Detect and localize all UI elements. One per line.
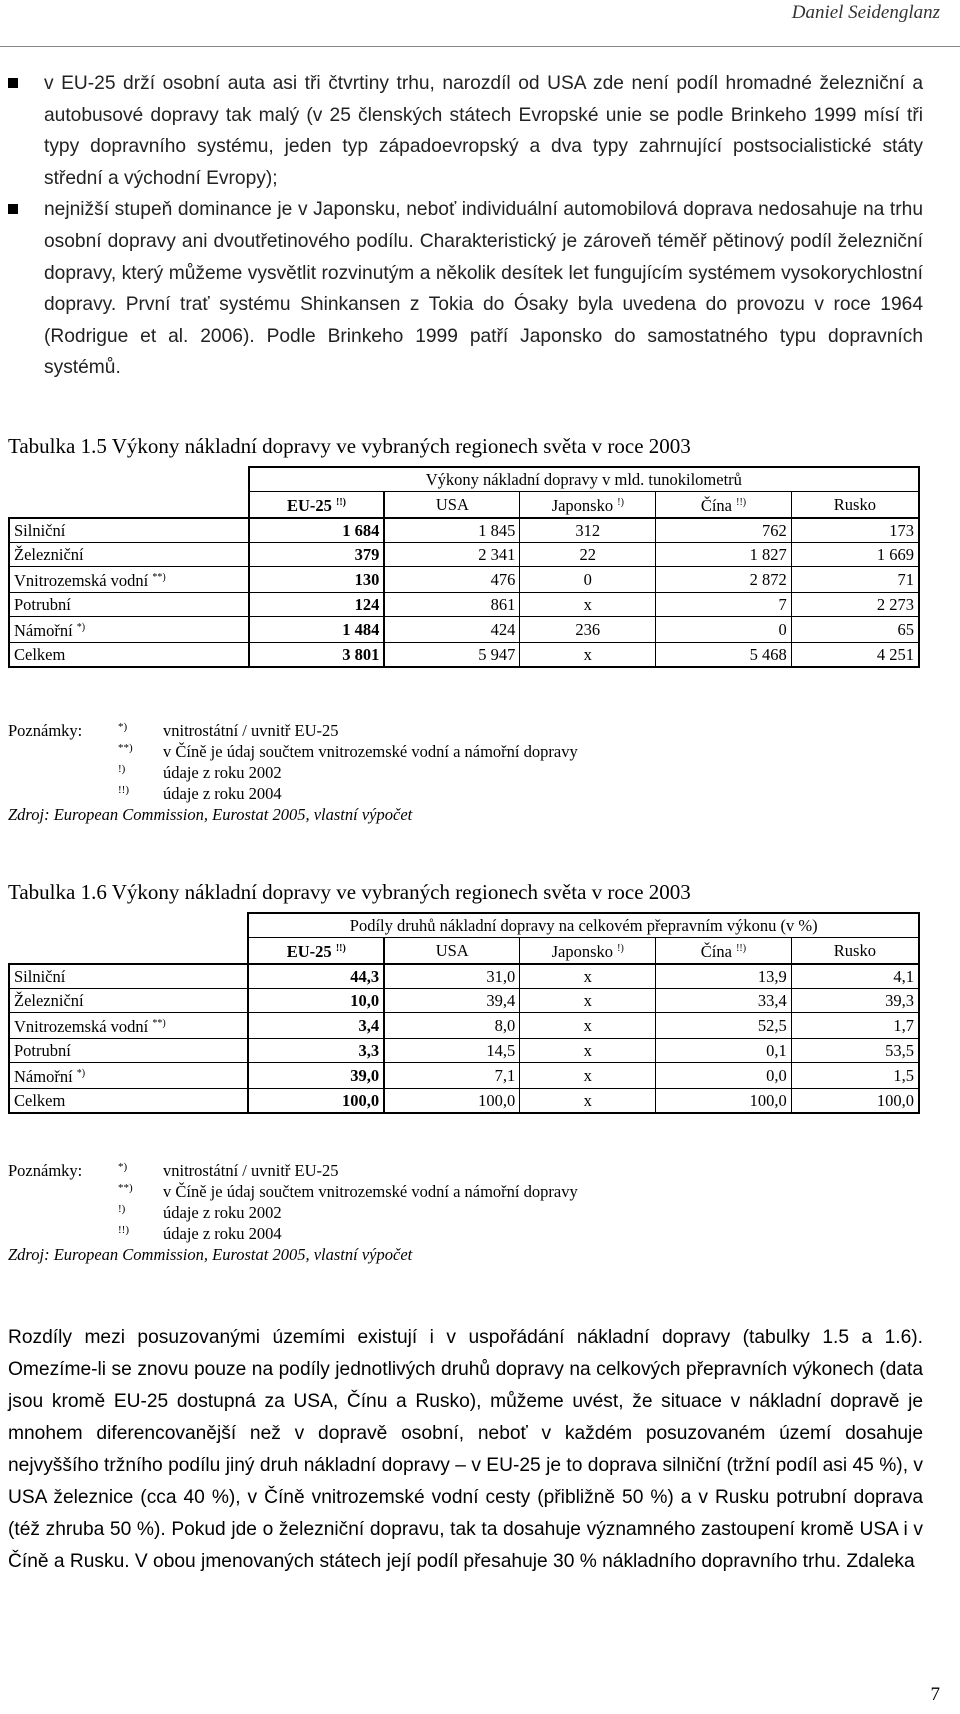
- footnote-mark-text: !!): [118, 1224, 129, 1236]
- footnote-mark: **): [152, 572, 166, 583]
- table-row: [9, 964, 919, 989]
- table-cell: x: [520, 1039, 656, 1063]
- footnote-mark: [118, 1160, 163, 1181]
- footnote-mark: *): [76, 1068, 86, 1079]
- table-row: [9, 1039, 919, 1063]
- note-text: údaje z roku 2002: [163, 763, 282, 782]
- body-paragraph: Rozdíly mezi posuzovanými územími existují i v uspořádání nákladní dopravy (tabulky 1.5 a 1.6). Omezíme-li se znovu pouze na podíly jednotlivých druhů dopravy na celkových přepravních výkonech (data jsou kromě EU-25 dostupná za USA, Čínu a Rusko), můžeme uvést, že situace v nákladní dopravě je mnohem diferencovanější než v dopravě osobní, neboť v každém posuzovaném území dosahuje nejvyššího tržního podílu jiný druh nákladní dopravy – v EU-25 je to doprava silniční (tržní podíl asi 45 %), v USA železnice (cca 40 %), v Číně vnitrozemské vodní cesty (přibližně 50 %) a v Rusku potrubní doprava (též zhruba 50 %). Pokud jde o železniční dopravu, tak ta dosahuje významného zastoupení kromě USA i v Číně a Rusku. V obou jmenovaných státech její podíl přesahuje 30 % nákladního dopravního trhu. Zdaleka: [8, 1327, 923, 1572]
- footnote-mark: [118, 741, 163, 762]
- footnote-mark: !!): [335, 943, 346, 954]
- table-cell: 3,3: [248, 1039, 384, 1063]
- column-header-label: Japonsko: [551, 942, 613, 961]
- table-cell: 0,0: [656, 1063, 792, 1089]
- row-label-text: Železniční: [14, 544, 84, 564]
- table-row: [9, 1089, 919, 1114]
- row-label-text: Potrubní: [14, 594, 71, 614]
- row-label-text: Potrubní: [14, 1040, 71, 1060]
- note-item: [8, 741, 578, 762]
- table-cell: 236: [520, 617, 656, 643]
- table-cell: 71: [791, 567, 919, 593]
- notes-label: [8, 741, 118, 762]
- source-line: Zdroj: European Commission, Eurostat 2005, vlastní výpočet: [8, 805, 413, 824]
- table-cell: 424: [384, 617, 520, 643]
- notes-label: Poznámky:: [8, 1161, 83, 1180]
- table-cell: 7,1: [384, 1063, 520, 1089]
- table-header-row: [9, 938, 919, 965]
- table-cell: 130: [249, 567, 385, 593]
- row-label: [9, 964, 248, 989]
- note-text: vnitrostátní / uvnitř EU-25: [163, 721, 339, 740]
- table-cell: 312: [520, 518, 656, 543]
- note-text: údaje z roku 2004: [163, 1224, 282, 1243]
- table-row: [9, 643, 919, 668]
- data-table: [8, 912, 920, 1114]
- row-label: [9, 1063, 248, 1089]
- table-cell: 3,4: [248, 1013, 384, 1039]
- note-text: údaje z roku 2004: [163, 784, 282, 803]
- column-header: [249, 492, 385, 519]
- footnote-mark: *): [76, 622, 86, 633]
- table-notes: [8, 1160, 578, 1265]
- table-cell: x: [520, 643, 656, 668]
- notes-label: [8, 1181, 118, 1202]
- table-cell: 39,4: [384, 989, 520, 1013]
- note-text: údaje z roku 2002: [163, 1203, 282, 1222]
- row-label-text: Vnitrozemská vodní: [14, 1017, 149, 1036]
- row-label-text: Celkem: [14, 644, 66, 664]
- footnote-mark-text: *): [118, 721, 128, 733]
- column-header: [791, 938, 919, 965]
- table-cell: x: [520, 1063, 656, 1089]
- column-header-label: USA: [435, 940, 469, 960]
- footnote-mark: [118, 762, 163, 783]
- row-label-text: Vnitrozemská vodní: [14, 571, 149, 590]
- notes-label: Poznámky:: [8, 721, 83, 740]
- row-label-text: Železniční: [14, 990, 84, 1010]
- note-item: [8, 1202, 578, 1223]
- note-item: [8, 1160, 578, 1181]
- table-cell: 13,9: [656, 964, 792, 989]
- table-cell: 5 947: [384, 643, 520, 668]
- footnote-mark: !): [617, 497, 624, 508]
- table-cell: 2 341: [384, 543, 520, 567]
- table-cell: x: [520, 964, 656, 989]
- note-item: [8, 1223, 578, 1244]
- data-table: [8, 466, 920, 668]
- table-cell: 5 468: [656, 643, 792, 668]
- footnote-mark-text: !): [118, 1203, 126, 1215]
- table-cell: 1,5: [791, 1063, 919, 1089]
- table-cell: 53,5: [791, 1039, 919, 1063]
- footnote-mark: **): [152, 1018, 166, 1029]
- table-cell: 1 684: [249, 518, 385, 543]
- row-label: [9, 1039, 248, 1063]
- column-header: [656, 492, 792, 519]
- table-row: [9, 1013, 919, 1039]
- table-cell: 1 845: [384, 518, 520, 543]
- table-row: [9, 989, 919, 1013]
- empty-cell: [9, 492, 249, 519]
- column-header: [791, 492, 919, 519]
- table-cell: 14,5: [384, 1039, 520, 1063]
- row-label-text: Námořní: [14, 1067, 73, 1086]
- header-rule: [0, 46, 960, 47]
- page-number: 7: [930, 1684, 940, 1705]
- bullet-item: nejnižší stupeň dominance je v Japonsku, neboť individuální automobilová doprava nedosahuje na trhu osobní dopravy ani dvoutřetinového podílu. Charakteristický je zároveň téměř pětinový podíl železniční dopravy, který můžeme vysvětlit rozvinutým a několik desítek let fungujícím systémem vysokorychlostní dopravy. První trať systému Shinkansen z Tokia do Ósaky byla uvedena do provozu v roce 1964 (Rodrigue et al. 2006). Podle Brinkeho 1999 patří Japonsko do samostatného typu dopravních systémů.: [8, 194, 923, 384]
- column-header: [384, 492, 520, 519]
- note-text: v Číně je údaj součtem vnitrozemské vodní a námořní dopravy: [163, 742, 578, 761]
- table-super-header: Podíly druhů nákladní dopravy na celkovém přepravním výkonu (v %): [248, 913, 919, 938]
- table-cell: 1 669: [791, 543, 919, 567]
- footnote-mark-text: !): [118, 763, 126, 775]
- bullet-item: v EU-25 drží osobní auta asi tři čtvrtiny trhu, narozdíl od USA zde není podíl hromadné železniční a autobusové dopravy tak malý (v 25 členských státech Evropské unie se podle Brinkeho 1999 mísí tři typy dopravního systému, jeden typ západoevropský a dva typy zahrnující postsocialistické státy střední a východní Evropy);: [8, 68, 923, 194]
- footnote-mark-text: **): [118, 742, 133, 754]
- column-header: [384, 938, 520, 965]
- column-header: [520, 938, 656, 965]
- table-cell: 2 872: [656, 567, 792, 593]
- table-row: [9, 617, 919, 643]
- table-cell: 39,0: [248, 1063, 384, 1089]
- column-header-label: USA: [435, 494, 469, 514]
- table-cell: x: [520, 1013, 656, 1039]
- table-super-header: Výkony nákladní dopravy v mld. tunokilometrů: [249, 467, 919, 492]
- table-cell: 1,7: [791, 1013, 919, 1039]
- footnote-mark-text: **): [118, 1182, 133, 1194]
- row-label-text: Silniční: [14, 966, 66, 986]
- empty-cell: [9, 467, 249, 492]
- footnote-mark: [118, 783, 163, 804]
- row-label: [9, 1089, 248, 1114]
- table-super-header-row: [9, 467, 919, 492]
- table-cell: 10,0: [248, 989, 384, 1013]
- row-label-text: Celkem: [14, 1090, 66, 1110]
- table-cell: 0: [656, 617, 792, 643]
- table-super-header-row: [9, 913, 919, 938]
- row-label-text: Silniční: [14, 520, 66, 540]
- row-label: [9, 518, 249, 543]
- column-header: [656, 938, 792, 965]
- note-item: [8, 1181, 578, 1202]
- table-cell: 2 273: [791, 593, 919, 617]
- footnote-mark: [118, 1181, 163, 1202]
- table-cell: 124: [249, 593, 385, 617]
- column-header-label: Rusko: [833, 940, 876, 960]
- table-cell: 44,3: [248, 964, 384, 989]
- footnote-mark-text: !!): [118, 784, 129, 796]
- footnote-mark: !): [617, 943, 624, 954]
- column-header-label: EU-25: [286, 942, 332, 961]
- note-item: [8, 762, 578, 783]
- table-cell: 762: [656, 518, 792, 543]
- notes-label: [8, 783, 118, 804]
- table-cell: 100,0: [791, 1089, 919, 1114]
- row-label: [9, 543, 249, 567]
- table-cell: 100,0: [248, 1089, 384, 1114]
- column-header-label: Rusko: [833, 494, 876, 514]
- source-line: Zdroj: European Commission, Eurostat 2005, vlastní výpočet: [8, 1245, 413, 1264]
- footnote-mark: [118, 1202, 163, 1223]
- table-cell: 33,4: [656, 989, 792, 1013]
- table-row: [9, 1063, 919, 1089]
- table-cell: 861: [384, 593, 520, 617]
- note-item: [8, 783, 578, 804]
- row-label-text: Námořní: [14, 621, 73, 640]
- table-cell: 65: [791, 617, 919, 643]
- table-cell: 1 827: [656, 543, 792, 567]
- footnote-mark: !!): [336, 497, 346, 508]
- table-cell: 0: [520, 567, 656, 593]
- footnote-mark-text: *): [118, 1161, 128, 1173]
- empty-cell: [9, 938, 248, 965]
- row-label: [9, 989, 248, 1013]
- row-label: [9, 593, 249, 617]
- note-text: vnitrostátní / uvnitř EU-25: [163, 1161, 339, 1180]
- column-header-label: Japonsko: [551, 496, 614, 515]
- row-label: [9, 567, 249, 593]
- table-header-row: [9, 492, 919, 519]
- table-cell: 1 484: [249, 617, 385, 643]
- bullet-list: [8, 68, 923, 384]
- header-author: Daniel Seidenglanz: [791, 2, 940, 23]
- table-cell: 7: [656, 593, 792, 617]
- table-cell: 173: [791, 518, 919, 543]
- footnote-mark: [118, 720, 163, 741]
- note-item: [8, 720, 578, 741]
- table-cell: x: [520, 593, 656, 617]
- column-header-label: EU-25: [286, 496, 332, 515]
- table-cell: 22: [520, 543, 656, 567]
- table-cell: 8,0: [384, 1013, 520, 1039]
- table-cell: 52,5: [656, 1013, 792, 1039]
- table-cell: 4 251: [791, 643, 919, 668]
- column-header: [248, 938, 384, 965]
- table-cell: 39,3: [791, 989, 919, 1013]
- row-label: [9, 617, 249, 643]
- table-cell: 3 801: [249, 643, 385, 668]
- column-header: [520, 492, 656, 519]
- footnote-mark: !!): [736, 943, 747, 954]
- table-row: [9, 543, 919, 567]
- table-cell: 100,0: [384, 1089, 520, 1114]
- footnote-mark: !!): [736, 497, 747, 508]
- table-row: [9, 567, 919, 593]
- table-caption: Tabulka 1.5 Výkony nákladní dopravy ve vybraných regionech světa v roce 2003: [8, 434, 691, 458]
- notes-label: [8, 1202, 118, 1223]
- notes-label: [8, 762, 118, 783]
- table-cell: 31,0: [384, 964, 520, 989]
- column-header-label: Čína: [700, 942, 732, 961]
- table-cell: x: [520, 1089, 656, 1114]
- note-text: v Číně je údaj součtem vnitrozemské vodní a námořní dopravy: [163, 1182, 578, 1201]
- table-cell: 4,1: [791, 964, 919, 989]
- row-label: [9, 643, 249, 668]
- table-row: [9, 518, 919, 543]
- footnote-mark: [118, 1223, 163, 1244]
- table-notes: [8, 720, 578, 825]
- table-cell: 100,0: [656, 1089, 792, 1114]
- table-caption: Tabulka 1.6 Výkony nákladní dopravy ve vybraných regionech světa v roce 2003: [8, 880, 691, 904]
- table-cell: 379: [249, 543, 385, 567]
- empty-cell: [9, 913, 248, 938]
- row-label: [9, 1013, 248, 1039]
- table-cell: 0,1: [656, 1039, 792, 1063]
- table-cell: x: [520, 989, 656, 1013]
- column-header-label: Čína: [700, 496, 732, 515]
- notes-label: [8, 1223, 118, 1244]
- table-row: [9, 593, 919, 617]
- table-cell: 476: [384, 567, 520, 593]
